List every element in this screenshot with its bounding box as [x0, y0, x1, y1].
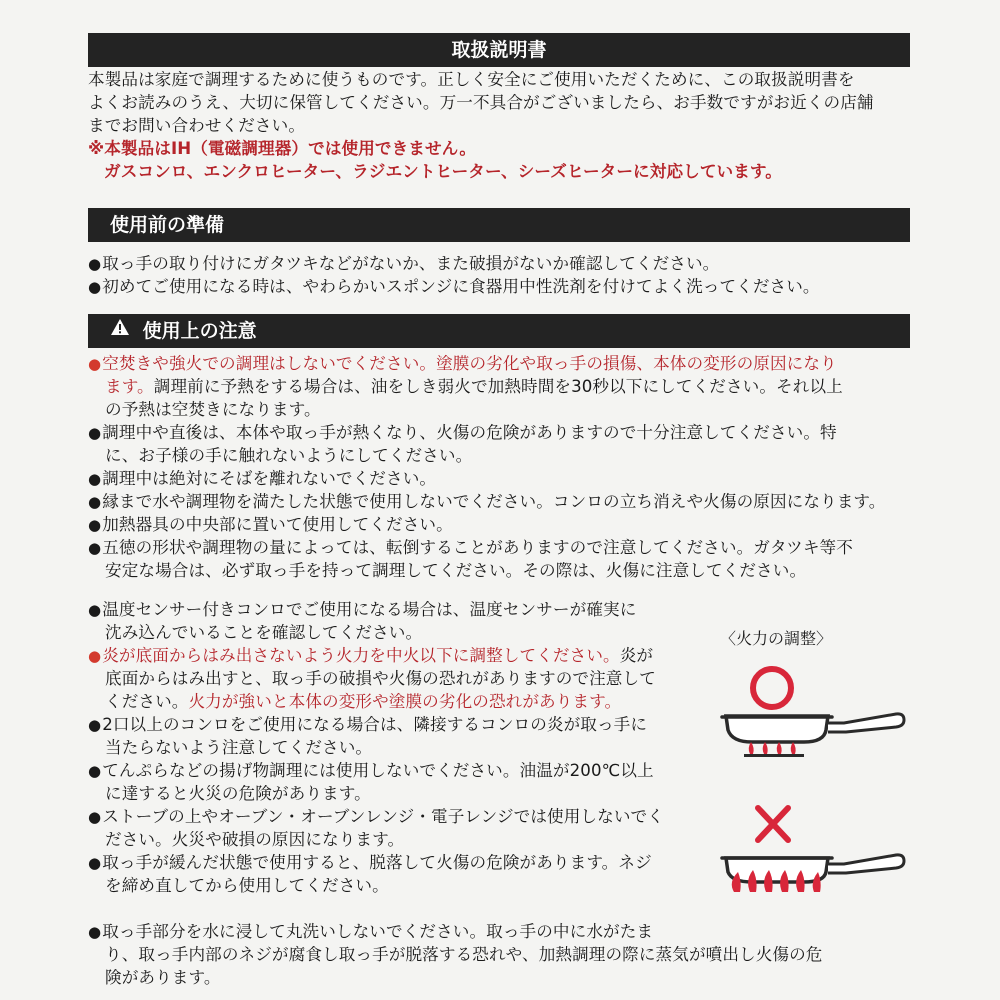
caution-item-4 [88, 490, 912, 513]
caution-item-1 [88, 352, 912, 375]
cross-ng-icon [758, 808, 788, 840]
warning-triangle-icon [110, 313, 130, 347]
caution-item-8-l3-black: ください。 [105, 692, 189, 711]
caution-item-1-l2-red: ます。 [105, 377, 154, 396]
caution-list-bottom [88, 920, 912, 989]
header-title: 取扱説明書 [451, 39, 547, 61]
intro-line-2: よくお読みのうえ、大切に保管してください。万一不具合がございましたら、お手数ですがお近くの店舗 [88, 93, 874, 112]
caution-item-11-l2: ださい。火災や破損の原因になります。 [105, 830, 405, 849]
red-bullet-icon: ● [88, 647, 102, 665]
circle-ok-icon [753, 669, 791, 707]
caution-item-3-text: 調理中は絶対にそばを離れないでください。 [102, 469, 437, 488]
caution-item-6-l2: 安定な場合は、必ず取っ手を持って調理してください。その際は、火傷に注意してください。 [105, 561, 807, 580]
caution-item-8-l3 [88, 690, 708, 713]
prep-item-1 [88, 252, 912, 275]
caution-item-11 [88, 805, 708, 828]
prep-item-1-text: 取っ手の取り付けにガタツキなどがないか、また破損がないか確認してください。 [102, 254, 720, 273]
caution-item-6-l1: 五徳の形状や調理物の量によっては、転倒することがありますので注意してください。ガタツキ等不 [102, 538, 853, 557]
bullet-icon: ● [88, 854, 102, 872]
caution-item-13-l2: り、取っ手内部のネジが腐食し取っ手が脱落する恐れや、加熱調理の際に蒸気が噴出し火傷の危 [105, 945, 823, 964]
prep-title: 使用前の準備 [110, 214, 225, 236]
bullet-icon: ● [88, 601, 102, 619]
caution-item-10 [88, 759, 708, 782]
heater-compat: ガスコンロ、エンクロヒーター、ラジエントヒーター、シーズヒーターに対応しています。 [104, 162, 782, 181]
caution-item-2 [88, 421, 912, 444]
caution-item-12-l1: 取っ手が緩んだ状態で使用すると、脱落して火傷の危険があります。ネジ [102, 853, 652, 872]
prep-item-2-text: 初めてご使用になる時は、やわらかいスポンジに食器用中性洗剤を付けてよく洗ってください。 [102, 277, 820, 296]
red-bullet-icon: ● [88, 355, 102, 373]
caution-bar [88, 314, 910, 348]
caution-item-5-text: 加熱器具の中央部に置いて使用してください。 [102, 515, 453, 534]
ih-warning: ※本製品はIH（電磁調理器）では使用できません。 [88, 139, 477, 158]
caution-list-narrow [88, 598, 708, 897]
intro-line-3: までお問い合わせください。 [88, 116, 306, 135]
caution-item-10-l1: てんぷらなどの揚げ物調理には使用しないでください。油温が200℃以上 [102, 761, 654, 780]
intro-line-1: 本製品は家庭で調理するために使うものです。正しく安全にご使用いただくために、この取扱説明書を [88, 70, 855, 89]
bullet-icon: ● [88, 470, 102, 488]
caution-item-5 [88, 513, 912, 536]
bullet-icon: ● [88, 923, 102, 941]
caution-item-2-l2: に、お子様の手に触れないようにしてください。 [105, 446, 473, 465]
caution-item-4-text: 縁まで水や調理物を満たした状態で使用しないでください。コンロの立ち消えや火傷の原因になります。 [102, 492, 886, 511]
caution-item-9 [88, 713, 708, 736]
caution-item-8 [88, 644, 708, 667]
prep-bar [88, 208, 910, 242]
small-flames-icon [744, 742, 804, 757]
heat-figure-title: 〈火力の調整〉 [720, 629, 833, 648]
caution-item-12 [88, 851, 708, 874]
caution-item-8-l2: 底面からはみ出すと、取っ手の破損や火傷の恐れがありますので注意して [105, 669, 656, 688]
bullet-icon: ● [88, 493, 102, 511]
bullet-icon: ● [88, 762, 102, 780]
prep-list [88, 252, 912, 298]
caution-item-13-l3: 険があります。 [105, 968, 221, 987]
caution-list-top [88, 352, 912, 582]
caution-item-8-l3-red: 火力が強いと本体の変形や塗膜の劣化の恐れがあります。 [188, 692, 622, 711]
caution-item-9-l2: 当たらないよう注意してください。 [105, 738, 373, 757]
caution-item-2-l1: 調理中や直後は、本体や取っ手が熱くなり、火傷の危険がありますので十分注意してください。特 [102, 423, 837, 442]
bullet-icon: ● [88, 516, 102, 534]
caution-item-1-l3: の予熱は空焚きになります。 [105, 400, 321, 419]
caution-item-9-l1: 2口以上のコンロをご使用になる場合は、隣接するコンロの炎が取っ手に [102, 715, 648, 734]
prep-item-2 [88, 275, 912, 298]
caution-title: 使用上の注意 [142, 320, 257, 342]
bullet-icon: ● [88, 539, 102, 557]
caution-item-7 [88, 598, 708, 621]
caution-item-8-l1-red: 炎が底面からはみ出さないよう火力を中火以下に調整してください。 [102, 646, 620, 665]
bullet-icon: ● [88, 278, 102, 296]
caution-item-1-l2-rest: 調理前に予熱をする場合は、油をしき弱火で加熱時間を30秒以下にしてください。それ以上 [153, 377, 843, 396]
caution-item-7-l1: 温度センサー付きコンロでご使用になる場合は、温度センサーが確実に [102, 600, 637, 619]
pan-medium-heat-figure [720, 660, 920, 770]
bullet-icon: ● [88, 808, 102, 826]
bullet-icon: ● [88, 424, 102, 442]
caution-item-12-l2: を締め直してから使用してください。 [105, 876, 389, 895]
caution-item-11-l1: ストーブの上やオーブン・オーブンレンジ・電子レンジでは使用しないでく [102, 807, 664, 826]
caution-item-1-l1: 空焚きや強火での調理はしないでください。塗膜の劣化や取っ手の損傷、本体の変形の原因になり [102, 354, 837, 373]
bullet-icon: ● [88, 255, 102, 273]
caution-item-13 [88, 920, 912, 943]
intro-text [88, 68, 912, 183]
caution-item-3 [88, 467, 912, 490]
caution-item-13-l1: 取っ手部分を水に浸して丸洗いしないでください。取っ手の中に水がたま [102, 922, 654, 941]
bullet-icon: ● [88, 716, 102, 734]
header-bar [88, 33, 910, 67]
caution-item-6 [88, 536, 912, 559]
caution-item-7-l2: 沈み込んでいることを確認してください。 [105, 623, 423, 642]
caution-item-1-l2 [88, 375, 912, 398]
pan-high-heat-figure [720, 800, 920, 910]
caution-item-10-l2: に達すると火災の危険があります。 [105, 784, 371, 803]
caution-item-8-l1-rest: 炎が [619, 646, 654, 665]
